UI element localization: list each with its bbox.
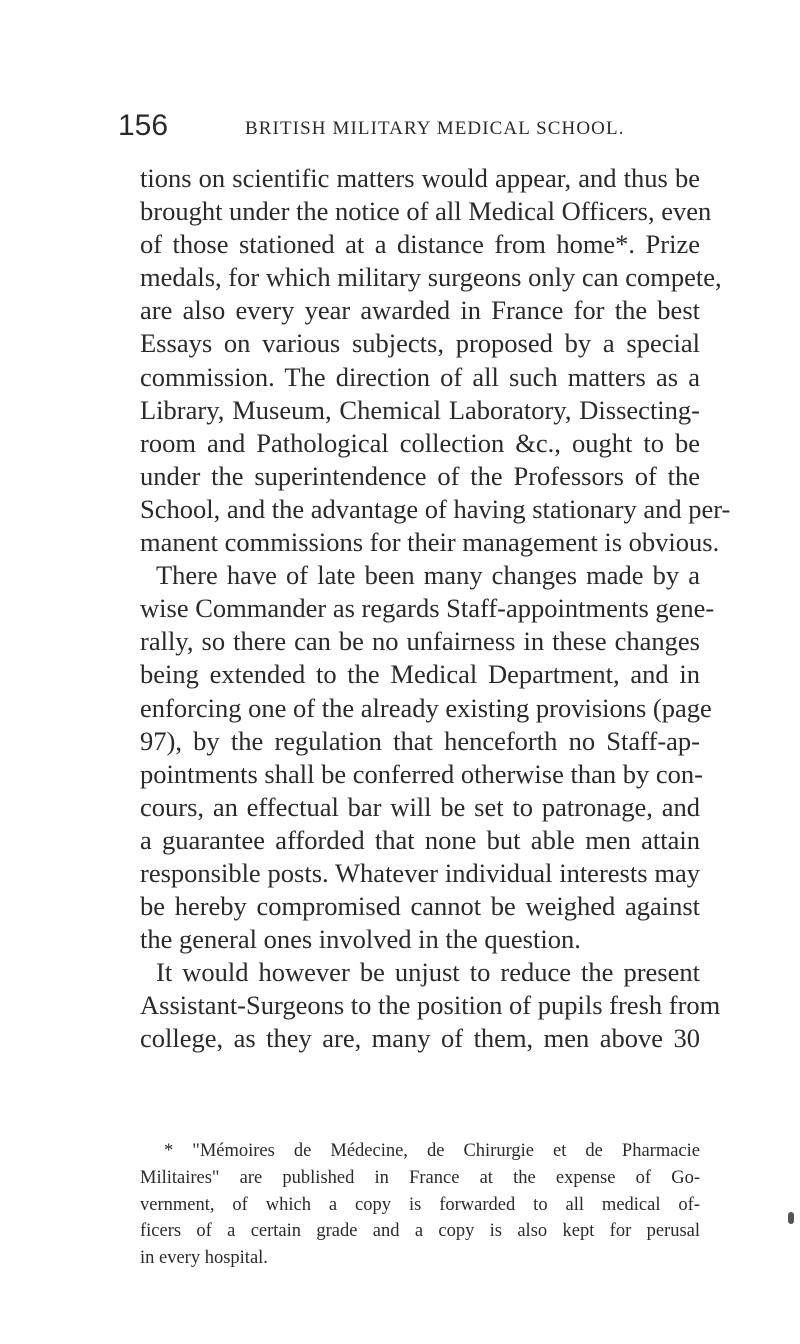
text-line: wise Commander as regards Staff-appointments gene-: [140, 593, 715, 624]
text-line: brought under the notice of all Medical Officers, even: [140, 196, 712, 227]
text-line: School, and the advantage of having stationary and per-: [140, 493, 731, 524]
footnote-line: vernment, of which a copy is forwarded to all medical of-: [140, 1194, 700, 1215]
text-line: pointments shall be conferred otherwise than by con-: [140, 758, 703, 789]
text-line: It would however be unjust to reduce the present: [156, 957, 700, 988]
text-line: of those stationed at a distance from home*. Prize: [140, 229, 700, 260]
text-line: Essays on various subjects, proposed by a special: [140, 328, 700, 359]
text-line: responsible posts. Whatever individual interests may: [140, 857, 700, 888]
page-header: [118, 108, 678, 144]
body-text: [140, 162, 731, 1056]
text-line: a guarantee afforded that none but able men attain: [140, 824, 700, 855]
text-line: are also every year awarded in France for the best: [140, 295, 700, 326]
footnote-line: Militaires" are published in France at the expense of Go-: [140, 1167, 700, 1188]
text-line: manent commissions for their management is obvious.: [140, 527, 720, 558]
text-line: 97), by the regulation that henceforth no Staff-ap-: [140, 725, 700, 756]
page-speck: [788, 1212, 794, 1224]
text-line: Assistant-Surgeons to the position of pupils fresh from: [140, 990, 721, 1021]
text-line: cours, an effectual bar will be set to patronage, and: [140, 791, 700, 822]
text-line: college, as they are, many of them, men above 30: [140, 1023, 700, 1054]
text-line: the general ones involved in the question.: [140, 924, 581, 955]
text-line: There have of late been many changes made by a: [156, 560, 700, 591]
text-line: be hereby compromised cannot be weighed against: [140, 891, 700, 922]
text-line: commission. The direction of all such matters as a: [140, 361, 700, 392]
text-line: rally, so there can be no unfairness in these changes: [140, 626, 700, 657]
text-line: tions on scientific matters would appear, and thus be: [140, 163, 700, 193]
text-line: Library, Museum, Chemical Laboratory, Dissecting-: [140, 394, 700, 425]
text-line: room and Pathological collection &c., ought to be: [140, 427, 700, 458]
text-line: being extended to the Medical Department, and in: [140, 659, 700, 690]
text-line: under the superintendence of the Professors of the: [140, 460, 700, 491]
text-line: enforcing one of the already existing provisions (page: [140, 692, 712, 723]
footnote-line: * "Mémoires de Médecine, de Chirurgie et de Pharmacie: [164, 1141, 700, 1161]
running-head: BRITISH MILITARY MEDICAL SCHOOL.: [245, 118, 625, 139]
text-line: medals, for which military surgeons only can compete,: [140, 262, 722, 293]
footnote-line: ficers of a certain grade and a copy is also kept for perusal: [140, 1221, 700, 1242]
footnote-line: in every hospital.: [140, 1248, 268, 1269]
footnote: [140, 1138, 700, 1272]
page-number: 156: [118, 109, 169, 142]
